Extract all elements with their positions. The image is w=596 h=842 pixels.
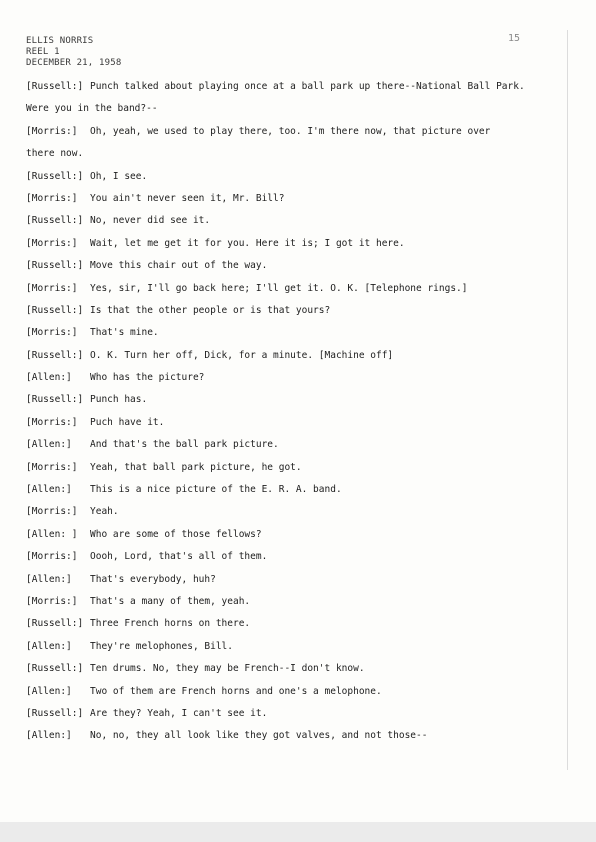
speaker-label: [Morris:]	[26, 282, 78, 294]
speech-text: Oh, I see.	[90, 170, 148, 182]
speech-text: That's mine.	[90, 327, 159, 339]
transcript-line	[26, 125, 556, 147]
header-date: DECEMBER 21, 1958	[26, 58, 122, 68]
speech-text: Who has the picture?	[90, 372, 205, 384]
transcript-line	[26, 371, 556, 393]
speech-text: Puch have it.	[90, 416, 165, 428]
transcript-line	[26, 170, 556, 192]
transcript-line	[26, 147, 556, 169]
speech-text: This is a nice picture of the E. R. A. band.	[90, 484, 342, 496]
transcript-line	[26, 617, 556, 639]
speaker-label: [Allen:]	[26, 685, 72, 697]
transcript-line	[26, 80, 556, 102]
speaker-label: [Allen: ]	[26, 528, 78, 540]
transcript-line	[26, 461, 556, 483]
speaker-label: [Allen:]	[26, 439, 72, 451]
transcript-body	[26, 80, 556, 752]
transcript-line	[26, 214, 556, 236]
transcript-line	[26, 595, 556, 617]
speech-text: Are they? Yeah, I can't see it.	[90, 707, 268, 719]
transcript-line	[26, 550, 556, 572]
transcript-line	[26, 102, 556, 124]
speaker-label: [Russell:]	[26, 304, 84, 316]
speaker-label: [Russell:]	[26, 394, 84, 406]
transcript-line	[26, 304, 556, 326]
speaker-label: [Allen:]	[26, 730, 72, 742]
speaker-label: [Allen:]	[26, 484, 72, 496]
transcript-line	[26, 729, 556, 751]
transcript-line	[26, 192, 556, 214]
speech-text: Punch talked about playing once at a ball park up there--National Ball Park.	[90, 81, 525, 92]
speech-text: Yes, sir, I'll go back here; I'll get it. O. K. [Telephone rings.]	[90, 282, 468, 294]
speaker-label: [Morris:]	[26, 237, 78, 249]
speaker-label: [Morris:]	[26, 506, 78, 518]
transcript-line	[26, 259, 556, 281]
speaker-label: [Russell:]	[26, 170, 84, 182]
transcript-line	[26, 237, 556, 259]
speech-text: No, no, they all look like they got valves, and not those--	[90, 730, 428, 742]
speaker-label: [Morris:]	[26, 595, 78, 607]
speech-continuation: Were you in the band?--	[26, 103, 158, 115]
transcript-line	[26, 685, 556, 707]
speech-text: Wait, let me get it for you. Here it is; I got it here.	[90, 237, 405, 249]
transcript-line	[26, 326, 556, 348]
transcript-line	[26, 416, 556, 438]
transcript-line	[26, 282, 556, 304]
transcript-line	[26, 483, 556, 505]
speech-text: Oh, yeah, we used to play there, too. I'm there now, that picture over	[90, 125, 491, 137]
transcript-line	[26, 438, 556, 460]
speech-text: You ain't never seen it, Mr. Bill?	[90, 192, 285, 204]
speech-text: Move this chair out of the way.	[90, 260, 268, 272]
speaker-label: [Russell:]	[26, 707, 84, 719]
speaker-label: [Russell:]	[26, 260, 84, 272]
speech-text: Punch has.	[90, 394, 148, 406]
speech-text: And that's the ball park picture.	[90, 439, 279, 451]
speech-text: Oooh, Lord, that's all of them.	[90, 551, 268, 563]
speaker-label: [Russell:]	[26, 663, 84, 675]
document-header	[26, 36, 122, 69]
speech-text: Yeah.	[90, 506, 119, 518]
speaker-label: [Russell:]	[26, 81, 84, 92]
speaker-label: [Russell:]	[26, 618, 84, 630]
speaker-label: [Morris:]	[26, 461, 78, 473]
speaker-label: [Russell:]	[26, 349, 84, 361]
speech-text: Two of them are French horns and one's a melophone.	[90, 685, 382, 697]
transcript-line	[26, 662, 556, 684]
speech-text: Is that the other people or is that yours?	[90, 304, 331, 316]
speech-text: They're melophones, Bill.	[90, 640, 233, 652]
speech-text: Three French horns on there.	[90, 618, 251, 630]
speech-text: O. K. Turn her off, Dick, for a minute. [Machine off]	[90, 349, 394, 361]
speech-continuation: there now.	[26, 148, 84, 160]
speaker-label: [Allen:]	[26, 573, 72, 585]
transcript-line	[26, 393, 556, 415]
header-reel: REEL 1	[26, 47, 60, 57]
speech-text: That's everybody, huh?	[90, 573, 216, 585]
speaker-label: [Morris:]	[26, 192, 78, 204]
transcript-line	[26, 505, 556, 527]
transcript-line	[26, 640, 556, 662]
transcript-line	[26, 573, 556, 595]
speaker-label: [Morris:]	[26, 416, 78, 428]
speech-text: Ten drums. No, they may be French--I don't know.	[90, 663, 365, 675]
speaker-label: [Allen:]	[26, 640, 72, 652]
transcript-line	[26, 528, 556, 550]
header-name: ELLIS NORRIS	[26, 36, 94, 46]
speech-text: No, never did see it.	[90, 215, 211, 227]
speaker-label: [Russell:]	[26, 215, 84, 227]
speaker-label: [Morris:]	[26, 125, 78, 137]
speaker-label: [Allen:]	[26, 372, 72, 384]
speaker-label: [Morris:]	[26, 551, 78, 563]
transcript-line	[26, 707, 556, 729]
scan-bottom-margin	[0, 822, 596, 842]
page-number: 15	[507, 33, 520, 44]
speech-text: Yeah, that ball park picture, he got.	[90, 461, 302, 473]
speech-text: That's a many of them, yeah.	[90, 595, 251, 607]
speech-text: Who are some of those fellows?	[90, 528, 262, 540]
speaker-label: [Morris:]	[26, 327, 78, 339]
page-edge-divider	[567, 30, 568, 770]
transcript-line	[26, 349, 556, 371]
